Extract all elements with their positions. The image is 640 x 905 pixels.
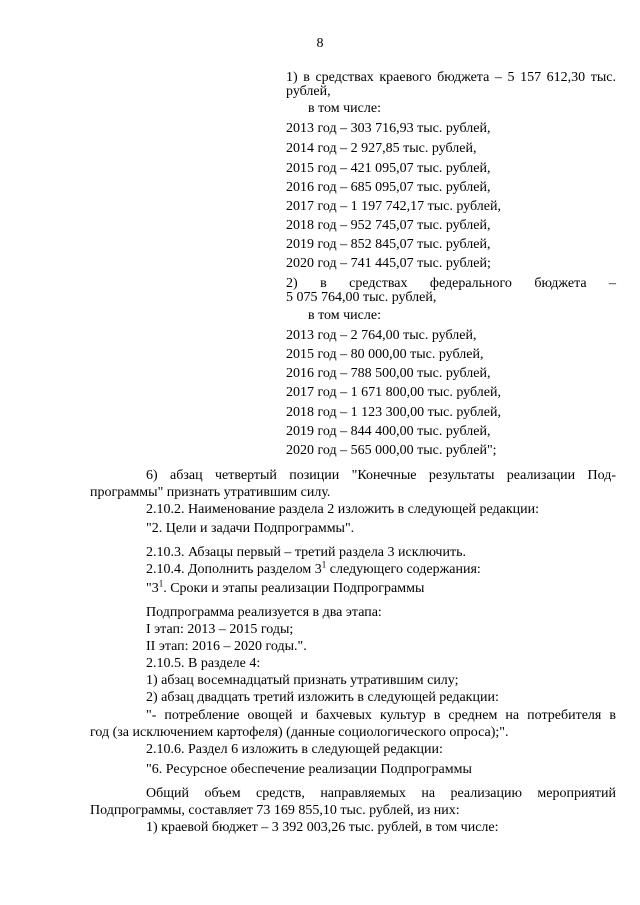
para6-line2: программы" признать утратившим силу. <box>90 485 331 500</box>
regional-budget-line2: рублей, <box>286 84 331 99</box>
federal-year-2013: 2013 год – 2 764,00 тыс. рублей, <box>286 328 477 343</box>
quote-line1: "- потребление овощей и бахчевых культур в среднем на потребителя в <box>146 708 616 723</box>
page-number: 8 <box>316 36 324 51</box>
federal-including: в том числе: <box>308 308 381 323</box>
regional-year-2013: 2013 год – 303 716,93 тыс. рублей, <box>286 121 491 136</box>
two-stages: Подпрограмма реализуется в два этапа: <box>146 605 382 620</box>
section-2-10-5: 2.10.5. В разделе 4: <box>146 656 261 671</box>
federal-budget-line1: 2) в средствах федерального бюджета – <box>286 276 616 291</box>
federal-year-2018: 2018 год – 1 123 300,00 тыс. рублей, <box>286 405 501 420</box>
section-2-10-2: 2.10.2. Наименование раздела 2 изложить в следующей редакции: <box>146 502 540 517</box>
regional-including: в том числе: <box>308 101 381 116</box>
section-2-10-5-item2: 2) абзац двадцать третий изложить в следующей редакции: <box>146 690 499 705</box>
section-6-title: "6. Ресурсное обеспечение реализации Подпрограммы <box>146 762 472 777</box>
section-2-10-4: 2.10.4. Дополнить разделом $3^1$ следующего содержания: <box>146 559 481 577</box>
regional-year-2017: 2017 год – 1 197 742,17 тыс. рублей, <box>286 199 501 214</box>
regional-year-2019: 2019 год – 852 845,07 тыс. рублей, <box>286 237 491 252</box>
section-3-1-title: "$3^1$. Сроки и этапы реализации Подпрограммы <box>146 578 425 596</box>
regional-year-2016: 2016 год – 685 095,07 тыс. рублей, <box>286 180 491 195</box>
para6-line1: 6) абзац четвертый позиции "Конечные результаты реализации Под- <box>146 468 616 483</box>
section-2-10-5-item1: 1) абзац восемнадцатый признать утратившим силу; <box>146 673 459 688</box>
quote-line2: год (за исключением картофеля) (данные социологического опроса);". <box>90 725 509 740</box>
total-line2: Подпрограммы, составляет 73 169 855,10 тыс. рублей, из них: <box>90 803 460 818</box>
federal-budget-line2: 5 075 764,00 тыс. рублей, <box>286 290 437 305</box>
federal-year-2020: 2020 год – 565 000,00 тыс. рублей"; <box>286 443 497 458</box>
regional-year-2015: 2015 год – 421 095,07 тыс. рублей, <box>286 161 491 176</box>
total-line1: Общий объем средств, направляемых на реализацию мероприятий <box>146 786 616 801</box>
stage-2: II этап: 2016 – 2020 годы.". <box>146 639 307 654</box>
federal-year-2017: 2017 год – 1 671 800,00 тыс. рублей, <box>286 385 501 400</box>
section-2-10-6: 2.10.6. Раздел 6 изложить в следующей редакции: <box>146 742 443 757</box>
regional-budget-line1: 1) в средствах краевого бюджета – 5 157 612,30 тыс. <box>286 70 616 85</box>
regional-year-2020: 2020 год – 741 445,07 тыс. рублей; <box>286 256 491 271</box>
regional-year-2014: 2014 год – 2 927,85 тыс. рублей, <box>286 141 477 156</box>
section-2-title: "2. Цели и задачи Подпрограммы". <box>146 521 355 536</box>
section-2-10-3: 2.10.3. Абзацы первый – третий раздела 3 исключить. <box>146 545 466 560</box>
federal-year-2019: 2019 год – 844 400,00 тыс. рублей, <box>286 424 491 439</box>
regional-year-2018: 2018 год – 952 745,07 тыс. рублей, <box>286 218 491 233</box>
federal-year-2015: 2015 год – 80 000,00 тыс. рублей, <box>286 347 484 362</box>
federal-year-2016: 2016 год – 788 500,00 тыс. рублей, <box>286 366 491 381</box>
stage-1: I этап: 2013 – 2015 годы; <box>146 622 294 637</box>
regional-total: 1) краевой бюджет – 3 392 003,26 тыс. рублей, в том числе: <box>146 820 499 835</box>
